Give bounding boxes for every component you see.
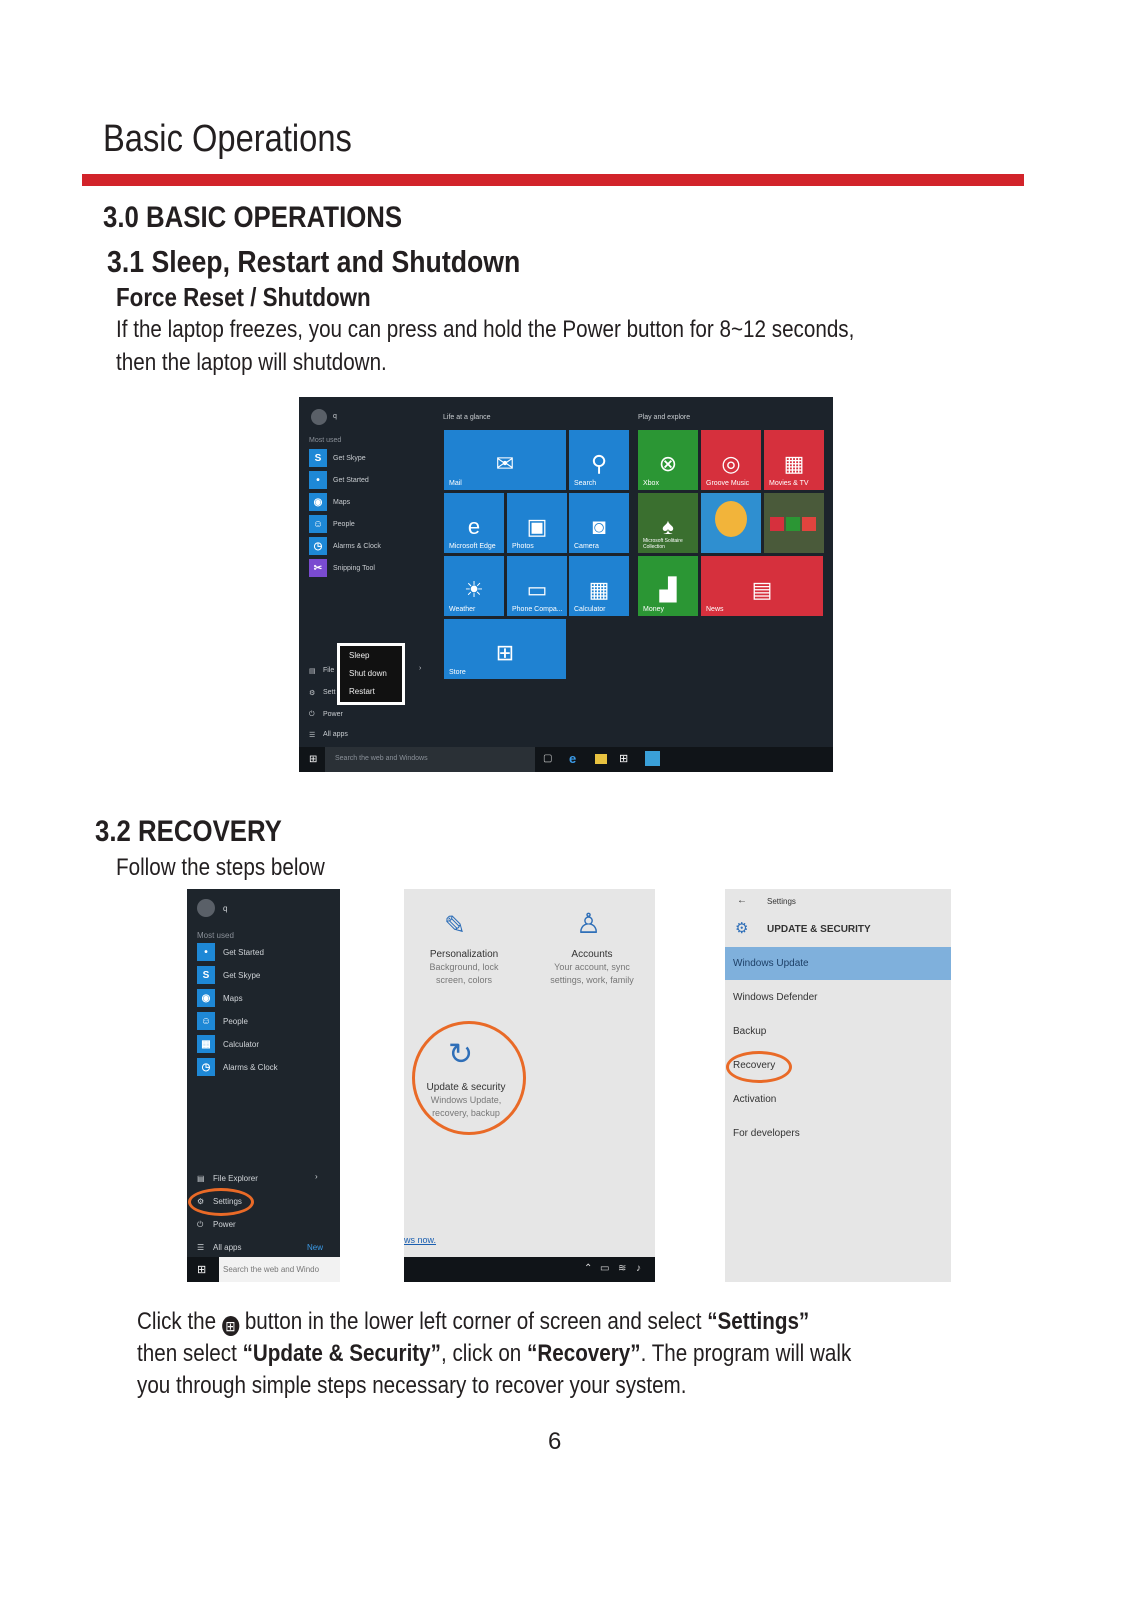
app-get-skype: Get Skype	[333, 455, 366, 462]
app-taskbar-icon[interactable]	[645, 751, 660, 766]
app-snipping: Snipping Tool	[333, 565, 375, 572]
app-people: People	[333, 521, 355, 528]
user-avatar	[311, 409, 327, 425]
xbox-icon: ⊗	[658, 451, 678, 476]
nav-activation[interactable]: Activation	[733, 1094, 777, 1105]
instructions-line1	[137, 1305, 997, 1337]
alarm-icon: ◷	[197, 1058, 215, 1076]
instr-update-security-bold: “Update & Security”	[242, 1340, 441, 1367]
menu-file-explorer[interactable]: File Explorer	[213, 1174, 258, 1183]
back-arrow-icon[interactable]: ←	[737, 895, 747, 906]
phone-icon: ▭	[526, 577, 548, 602]
chevron-right-icon: ›	[315, 1172, 318, 1181]
update-security-header: UPDATE & SECURITY	[767, 924, 871, 935]
start-menu-screenshot	[299, 397, 833, 772]
menu-settings[interactable]: Settings	[213, 1197, 242, 1206]
accounts-desc-line2: settings, work, family	[550, 975, 634, 985]
skype-icon: S	[309, 449, 327, 467]
skype-icon: S	[197, 966, 215, 984]
gear-icon: ⚙	[309, 690, 316, 697]
app-get-skype: Get Skype	[223, 971, 261, 980]
instructions-line2	[137, 1337, 997, 1369]
page-number: 6	[548, 1428, 562, 1455]
gear-icon: ⚙	[735, 920, 749, 937]
most-used-label: Most used	[309, 437, 342, 444]
force-reset-text-line1: If the laptop freezes, you can press and hold the Power button for 8~12 seconds,	[116, 316, 855, 343]
app-maps: Maps	[223, 994, 243, 1003]
nav-windows-defender[interactable]: Windows Defender	[733, 992, 818, 1003]
tile-groove[interactable]: ◎ Groove Music	[701, 430, 761, 490]
instr-text-1a: Click the	[137, 1308, 222, 1335]
volume-icon[interactable]: ♪	[636, 1263, 641, 1274]
power-sleep[interactable]: Sleep	[349, 651, 370, 660]
tile-search[interactable]: ⚲ Search	[569, 430, 629, 490]
instructions-line3: you through simple steps necessary to recover your system.	[137, 1372, 687, 1399]
menu-all-apps[interactable]: All apps	[213, 1243, 242, 1252]
file-explorer-icon: ▤	[309, 668, 316, 675]
gear-icon: ⚙	[197, 1197, 205, 1206]
windows-logo-icon[interactable]: ⊞	[309, 754, 318, 765]
tile-edge[interactable]: e Microsoft Edge	[444, 493, 504, 553]
app-calculator: Calculator	[223, 1040, 260, 1049]
tile-solitaire[interactable]: ♠ Microsoft Solitaire Collection	[638, 493, 698, 553]
app-alarms: Alarms & Clock	[333, 543, 381, 550]
alarm-icon: ◷	[309, 537, 327, 555]
menu-power: Power	[323, 711, 343, 718]
tile-photos[interactable]: ▣ Photos	[507, 493, 567, 553]
instr-text-2e: . The program will walk	[640, 1340, 852, 1367]
instr-text-2c: , click on	[440, 1340, 528, 1367]
account-icon: ♙	[576, 908, 602, 939]
follow-steps-text: Follow the steps below	[116, 854, 325, 881]
personalization-icon: ✎	[444, 910, 466, 940]
tile-phone[interactable]: ▭ Phone Compa...	[507, 556, 567, 616]
calculator-icon: ▦	[588, 577, 610, 602]
recovery-start-menu-screenshot	[187, 889, 340, 1282]
nav-recovery[interactable]: Recovery	[733, 1060, 776, 1071]
link-text[interactable]: ws now.	[404, 1235, 437, 1245]
film-icon: ▦	[783, 451, 805, 476]
recovery-highlight-circle	[726, 1051, 792, 1083]
wifi-icon[interactable]: ≋	[618, 1263, 627, 1274]
app-icon-red	[770, 517, 784, 531]
app-people: People	[223, 1017, 248, 1026]
all-apps-icon: ☰	[309, 732, 316, 739]
page-header-title: Basic Operations	[103, 118, 352, 160]
instr-settings-bold: “Settings”	[707, 1308, 810, 1335]
update-security-desc-line2: recovery, backup	[432, 1108, 500, 1118]
user-name: q	[333, 413, 337, 420]
nav-windows-update-label: Windows Update	[733, 958, 809, 969]
people-icon: ☺	[197, 1012, 215, 1030]
tile-calculator[interactable]: ▦ Calculator	[569, 556, 629, 616]
taskbar	[187, 1257, 340, 1282]
windows-logo-icon[interactable]: ⊞	[197, 1264, 207, 1276]
app-maps: Maps	[333, 499, 351, 506]
lightbulb-icon: •	[197, 943, 215, 961]
all-apps-icon: ☰	[197, 1243, 205, 1252]
calculator-icon: ▦	[197, 1035, 215, 1053]
tile-game-character[interactable]	[701, 493, 761, 553]
power-menu	[337, 643, 405, 705]
app-icon-red-2	[802, 517, 816, 531]
recovery-instructions	[137, 1305, 997, 1401]
taskbar-search-box[interactable]: Search the web and Windo	[219, 1257, 340, 1282]
lightbulb-icon: •	[309, 471, 327, 489]
nav-windows-update[interactable]	[725, 947, 951, 980]
nav-backup[interactable]: Backup	[733, 1026, 767, 1037]
chevron-up-icon[interactable]: ⌃	[584, 1263, 593, 1274]
tile-movies[interactable]: ▦ Movies & TV	[764, 430, 824, 490]
tile-news[interactable]: ▤ News	[701, 556, 823, 616]
user-avatar	[197, 899, 215, 917]
settings-breadcrumb: Settings	[767, 897, 796, 906]
battery-icon[interactable]: ▭	[600, 1263, 610, 1274]
edge-icon: e	[467, 514, 481, 539]
taskbar	[299, 747, 833, 772]
folder-taskbar-icon[interactable]	[595, 754, 607, 764]
photo-icon: ▣	[526, 514, 548, 539]
cards-icon: ♠	[662, 514, 674, 539]
update-security-title[interactable]: Update & security	[426, 1082, 506, 1093]
personalization-title[interactable]: Personalization	[429, 949, 499, 960]
power-restart[interactable]: Restart	[349, 687, 375, 696]
settings-home-screenshot	[404, 889, 655, 1282]
accounts-desc-line1: Your account, sync	[554, 962, 630, 972]
camera-icon: ◙	[592, 514, 606, 539]
music-icon: ◎	[721, 451, 741, 476]
tile-weather[interactable]: ☀ Weather	[444, 556, 504, 616]
instr-text-1b: button in the lower left corner of screen and select	[239, 1308, 708, 1335]
snipping-icon: ✂	[309, 559, 327, 577]
app-alarms: Alarms & Clock	[223, 1063, 278, 1072]
tile-money[interactable]: ▟ Money	[638, 556, 698, 616]
chart-icon: ▟	[659, 577, 677, 602]
instr-recovery-bold: “Recovery”	[527, 1340, 641, 1367]
tile-group-life: Life at a glance	[443, 414, 491, 421]
app-icon-green	[786, 517, 800, 531]
tile-camera[interactable]: ◙ Camera	[569, 493, 629, 553]
refresh-icon: ↻	[448, 1038, 474, 1071]
maps-icon: ◉	[197, 989, 215, 1007]
file-explorer-icon: ▤	[197, 1174, 205, 1183]
section-3-1-heading: 3.1 Sleep, Restart and Shutdown	[107, 244, 521, 279]
new-badge: New	[307, 1243, 324, 1252]
force-reset-text-line2: then the laptop will shutdown.	[116, 349, 387, 376]
update-security-desc-line1: Windows Update,	[430, 1095, 502, 1105]
section-3-2-heading: 3.2 RECOVERY	[95, 815, 282, 848]
news-icon: ▤	[751, 577, 773, 602]
power-icon: ⏻	[197, 1220, 204, 1229]
menu-settings: Sett	[323, 689, 336, 696]
taskbar	[404, 1257, 655, 1282]
tile-mail[interactable]: ✉ Mail	[444, 430, 566, 490]
mail-icon: ✉	[495, 451, 515, 476]
app-get-started: Get Started	[333, 477, 369, 484]
menu-file-explorer: File	[323, 667, 335, 674]
menu-all-apps: All apps	[323, 731, 348, 738]
tile-group-play: Play and explore	[638, 414, 691, 421]
personalization-desc-line2: screen, colors	[435, 975, 493, 985]
taskbar-search-box[interactable]: Search the web and Windows	[325, 747, 535, 772]
nav-for-developers[interactable]: For developers	[733, 1128, 800, 1139]
task-view-icon[interactable]: ▢	[543, 753, 553, 764]
user-name: q	[223, 904, 228, 913]
instr-text-2a: then select	[137, 1340, 243, 1367]
game-character-icon	[715, 501, 747, 537]
app-get-started: Get Started	[223, 948, 264, 957]
update-security-screenshot	[725, 889, 951, 1282]
menu-power[interactable]: Power	[213, 1220, 236, 1229]
accounts-title[interactable]: Accounts	[571, 949, 613, 960]
search-icon: ⚲	[590, 451, 608, 476]
store-taskbar-icon[interactable]: ⊞	[619, 753, 629, 765]
tile-game-bundle[interactable]	[764, 493, 824, 553]
power-shutdown[interactable]: Shut down	[349, 669, 387, 678]
tile-store[interactable]: ⊞ Store	[444, 619, 566, 679]
people-icon: ☺	[309, 515, 327, 533]
section-3-0-heading: 3.0 BASIC OPERATIONS	[103, 201, 403, 234]
maps-icon: ◉	[309, 493, 327, 511]
tile-xbox[interactable]: ⊗ Xbox	[638, 430, 698, 490]
windows-start-icon: ⊞	[222, 1316, 239, 1336]
force-reset-heading: Force Reset / Shutdown	[116, 282, 371, 312]
chevron-right-icon: ›	[419, 665, 422, 672]
settings-highlight-circle	[188, 1188, 254, 1216]
store-icon: ⊞	[495, 640, 515, 665]
most-used-label: Most used	[197, 931, 234, 940]
sun-icon: ☀	[464, 577, 484, 602]
personalization-desc-line1: Background, lock	[429, 962, 499, 972]
header-divider	[82, 174, 1024, 186]
power-icon: ⏻	[309, 711, 315, 718]
edge-taskbar-icon[interactable]: e	[569, 751, 577, 766]
